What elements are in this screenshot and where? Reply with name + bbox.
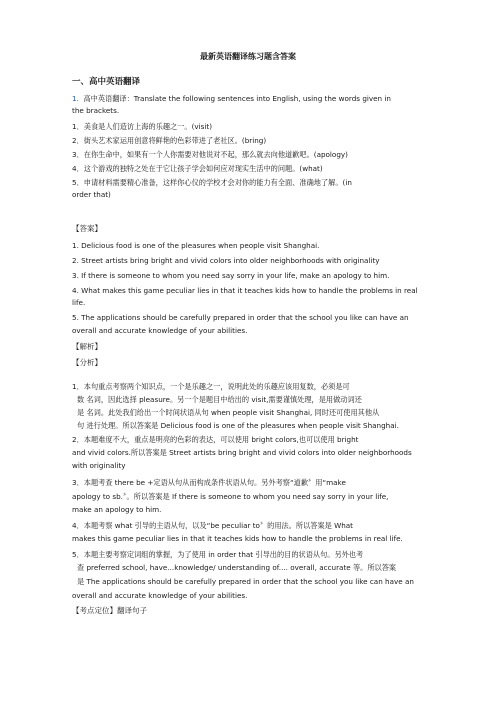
question-intro-line2: the brackets. bbox=[72, 106, 120, 115]
analysis-line: 4．本题考察 what 引导的主语从句，以及“be peculiar to〞的用法。所以答案是 What bbox=[72, 521, 353, 530]
analysis-line: make an apology to him. bbox=[72, 505, 162, 514]
question-intro-line1: 1. 高中英语翻译：Translate the following sentences into English, using the words given in bbox=[72, 94, 391, 103]
analysis-line: and vivid colors.所以答案是 Street artists bring bright and vivid colors into older neighborhoods bbox=[72, 448, 412, 457]
fenxi-tag: 【分析】 bbox=[72, 358, 102, 367]
answer-tag: 【答案】 bbox=[72, 224, 102, 233]
analysis-line: 2．本题难度不大，重点是明亮的色彩的表达，可以使用 bright colors,也可以使用 bright bbox=[72, 435, 359, 444]
document-title: 最新英语翻译练习题含答案 bbox=[200, 52, 296, 61]
question-item: order that) bbox=[72, 190, 111, 199]
kaodian-tag: 【考点定位】翻译句子 bbox=[72, 606, 147, 615]
analysis-line: makes this game peculiar lies in that it teaches kids how to handle the problems in real life. bbox=[72, 534, 403, 543]
analysis-line: 是 The applications should be carefully prepared in order that the school you like can have an bbox=[77, 577, 414, 586]
analysis-line: with originality bbox=[72, 461, 126, 470]
answer-line: 4. What makes this game peculiar lies in that it teaches kids how to handle the problems in real bbox=[72, 286, 418, 295]
jiexi-tag: 【解析】 bbox=[72, 342, 102, 351]
analysis-line: 是 名词。此处我们给出一个时间状语从句 when people visit Shanghai, 同时还可使用其他从 bbox=[77, 408, 380, 417]
question-item: 1．美食是人们造访上海的乐趣之一。(visit) bbox=[72, 122, 212, 131]
analysis-line: overall and accurate knowledge of your abilities. bbox=[72, 591, 248, 600]
analysis-line: apology to sb.〞。所以答案是 If there is someone to whom you need say sorry in your life, bbox=[72, 492, 389, 501]
analysis-line: 3．本题考查 there be +定语从句从而构成条件状语从句。另外考察“道歉〞用“make bbox=[72, 478, 346, 487]
answer-line: 2. Street artists bring bright and vivid colors into older neighborhoods with originality bbox=[72, 256, 380, 265]
question-item: 2．街头艺术家运用创意将鲜艳的色彩带进了老社区。(bring) bbox=[72, 136, 267, 145]
analysis-line: 5．本题主要考察定词组的掌握，为了使用 in order that 引导出的目的状语从句。另外也考 bbox=[72, 550, 364, 559]
analysis-line: 查 preferred school, have...knowledge/ understanding of.... overall, accurate 等。所以答案 bbox=[77, 563, 397, 572]
question-number: 1. bbox=[72, 94, 79, 103]
analysis-line: 1．本句重点考察两个知识点，一个是乐趣之一，说明此处的乐趣应该用复数，必须是可 bbox=[72, 382, 350, 391]
answer-line: life. bbox=[72, 298, 86, 307]
question-item: 5．申请材料需要精心准备，这样你心仪的学校才会对你的能力有全面、准确地了解。(in bbox=[72, 178, 352, 187]
question-item: 4．这个游戏的独特之处在于它让孩子学会如何应对现实生活中的问题。(what) bbox=[72, 164, 323, 173]
question-item: 3．在你生命中，如果有一个人你需要对他说对不起，那么就去向他道歉吧。(apology) bbox=[72, 150, 348, 159]
analysis-line: 数 名词，因此选择 pleasure。另一个是题目中给出的 visit,需要谨慎处理，是用做动词还 bbox=[77, 395, 362, 404]
answer-line: overall and accurate knowledge of your abilities. bbox=[72, 326, 248, 335]
answer-line: 5. The applications should be carefully prepared in order that the school you like can have an bbox=[72, 313, 409, 322]
answer-line: 3. If there is someone to whom you need say sorry in your life, make an apology to him. bbox=[72, 271, 390, 280]
analysis-line: 句 进行处理。所以答案是 Delicious food is one of the pleasures when people visit Shanghai. bbox=[77, 421, 399, 430]
section-heading: 一、高中英语翻译 bbox=[72, 77, 141, 87]
answer-line: 1. Delicious food is one of the pleasures when people visit Shanghai. bbox=[72, 241, 320, 250]
